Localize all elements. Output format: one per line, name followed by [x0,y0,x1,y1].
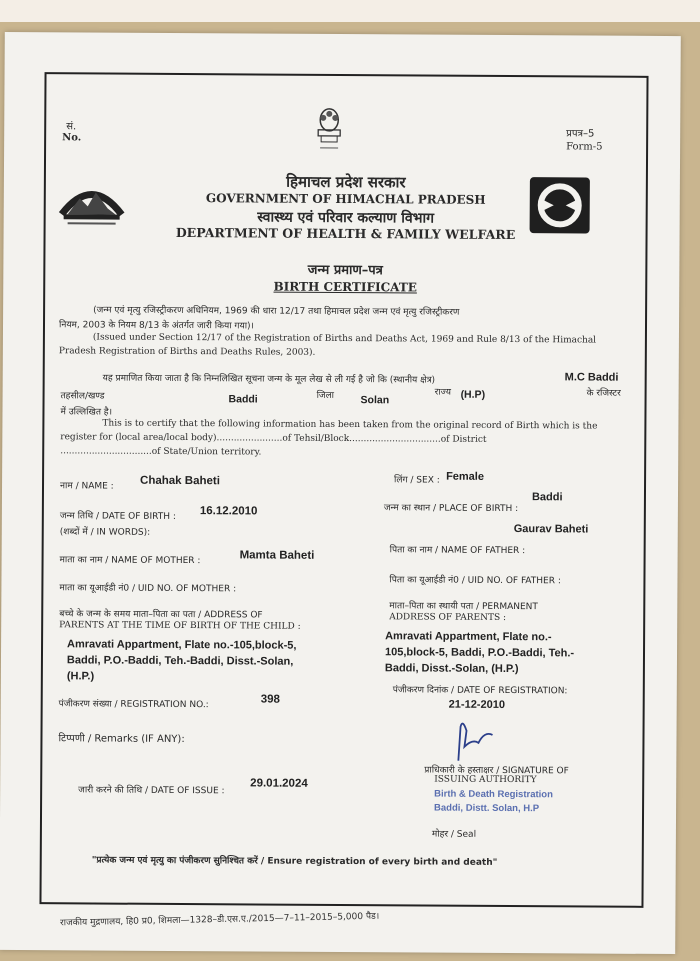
pob-label: जन्म का स्थान / PLACE OF BIRTH : [383,503,519,515]
print-line: राजकीय मुद्रणालय, हि0 प्र0, शिमला—1328–डी.एस.ए./2015—7–11–2015–5,000 पैड। [59,911,380,929]
dob-label: जन्म तिथि / DATE OF BIRTH : [59,511,176,522]
signature-label-1: प्राधिकारी के हस्ताक्षर / SIGNATURE OF [424,765,569,777]
remarks-label: टिप्पणी / Remarks (IF ANY): [58,733,185,746]
issue-date-label: जारी करने की तिथि / DATE OF ISSUE : [78,785,225,797]
addr-birth-line-2: Baddi, P.O.-Baddi, Teh.-Baddi, Disst.-Solan, [66,654,294,668]
intro-en-1: (Issued under Section 12/17 of the Registration of Births and Deaths Act, 1969 and Rule 8/13 of the Himachal [92,332,597,346]
in-words-label: (शब्दों में / IN WORDS): [59,527,151,538]
addr-birth-line-3: (H.P.) [66,670,95,683]
name-label: नाम / NAME : [59,481,114,492]
national-emblem-icon [312,106,346,154]
stamp-line-2: Baddi, Distt. Solan, H.P [434,802,540,815]
addr-perm-label-2: ADDRESS OF PARENTS : [389,612,507,623]
certificate-title-hi: जन्म प्रमाण–पत्र [307,262,383,279]
register-hi: के रजिस्टर [586,388,621,399]
reg-date-value: 21-12-2010 [448,698,506,711]
top-strip [0,0,700,22]
pob-value: Baddi [531,491,563,504]
reg-no-label: पंजीकरण संख्या / REGISTRATION NO.: [58,699,209,711]
state-label: राज्य [434,387,452,398]
mother-label: माता का नाम / NAME OF MOTHER : [59,555,201,567]
father-uid-label: पिता का यूआईडी नं0 / UID NO. OF FATHER : [389,575,561,587]
addr-perm-line-2: 105,block-5, Baddi, P.O.-Baddi, Teh.- [384,646,575,660]
father-label: पिता का नाम / NAME OF FATHER : [389,545,526,557]
slogan: "प्रत्येक जन्म एवं मृत्यु का पंजीकरण सुनिश्चित करें / Ensure registration of every birth and death" [91,855,498,868]
no-hi: सं. [66,121,77,133]
gov-title-hi: हिमाचल प्रदेश सरकार [286,172,406,192]
signature-scribble-icon [452,717,502,767]
no-en: No. [62,132,82,144]
mother-value: Mamta Baheti [239,549,315,562]
addr-birth-label-1: बच्चे के जन्म के समय माता–पिता का पता / ADDRESS OF [59,609,263,621]
certify-en-1: This is to certify that the following information has been taken from the original record of Birth which is the [102,418,598,432]
dept-title-hi: स्वास्थ्य एवं परिवार कल्याण विभाग [257,209,435,227]
recorded-hi: में उल्लिखित है। [60,407,113,418]
reg-date-label: पंजीकरण दिनांक / DATE OF REGISTRATION: [392,685,568,697]
gov-title-en: GOVERNMENT OF HIMACHAL PRADESH [205,191,486,207]
district-value: Solan [360,394,390,407]
sex-value: Female [446,470,485,483]
form-en: Form-5 [566,141,603,153]
intro-hi-2: नियम, 2003 के नियम 8/13 के अंतर्गत जारी किया गया)। [58,320,254,332]
certificate-title-en: BIRTH CERTIFICATE [273,279,417,295]
local-area-value: M.C Baddi [564,371,619,384]
reg-no-value: 398 [260,693,280,706]
signature-label-2: ISSUING AUTHORITY [434,774,537,786]
form-hi: प्रपत्र–5 [566,128,595,140]
state-value: (H.P) [460,388,486,401]
father-value: Gaurav Baheti [513,523,589,536]
seal-label: मोहर / Seal [431,829,477,840]
dept-title-en: DEPARTMENT OF HEALTH & FAMILY WELFARE [175,224,516,243]
issue-date-value: 29.01.2024 [250,777,308,790]
stamp-line-1: Birth & Death Registration [434,788,553,801]
district-label: जिला [316,390,335,401]
addr-perm-line-1: Amravati Appartment, Flate no.- [385,630,552,644]
tehsil-label: तहसील/खण्ड [60,391,105,402]
sex-label: लिंग / SEX : [394,475,440,486]
intro-hi-1: (जन्म एवं मृत्यु रजिस्ट्रीकरण अधिनियम, 1969 की धारा 12/17 तथा हिमाचल प्रदेश जन्म एवं मृत्यु रजिस्ट्रीकरण [93,305,460,318]
dob-value: 16.12.2010 [199,505,258,518]
addr-birth-line-1: Amravati Appartment, Flate no.-105,block-5, [67,638,297,652]
intro-en-2: Pradesh Registration of Births and Deaths Rules, 2003). [58,346,316,358]
tehsil-value: Baddi [228,393,258,406]
certify-en-3: ................................of State/Union territory. [60,446,262,458]
name-value: Chahak Baheti [140,474,220,488]
certificate-frame [39,72,648,908]
addr-perm-label-1: माता–पिता का स्थायी पता / PERMANENT [389,601,538,613]
addr-birth-label-2: PARENTS AT THE TIME OF BIRTH OF THE CHILD : [59,620,301,632]
certify-hi-1: यह प्रमाणित किया जाता है कि निम्नलिखित सूचना जन्म के मूल लेख से ली गई है जो कि (स्थानीय क्षेत्र) [102,373,436,386]
addr-perm-line-3: Baddi, Disst.-Solan, (H.P.) [384,662,519,676]
certify-en-2: register for (local area/local body).......................of Tehsil/Block................................of District [60,432,487,445]
mother-uid-label: माता का यूआईडी नं0 / UID NO. OF MOTHER : [59,583,237,595]
